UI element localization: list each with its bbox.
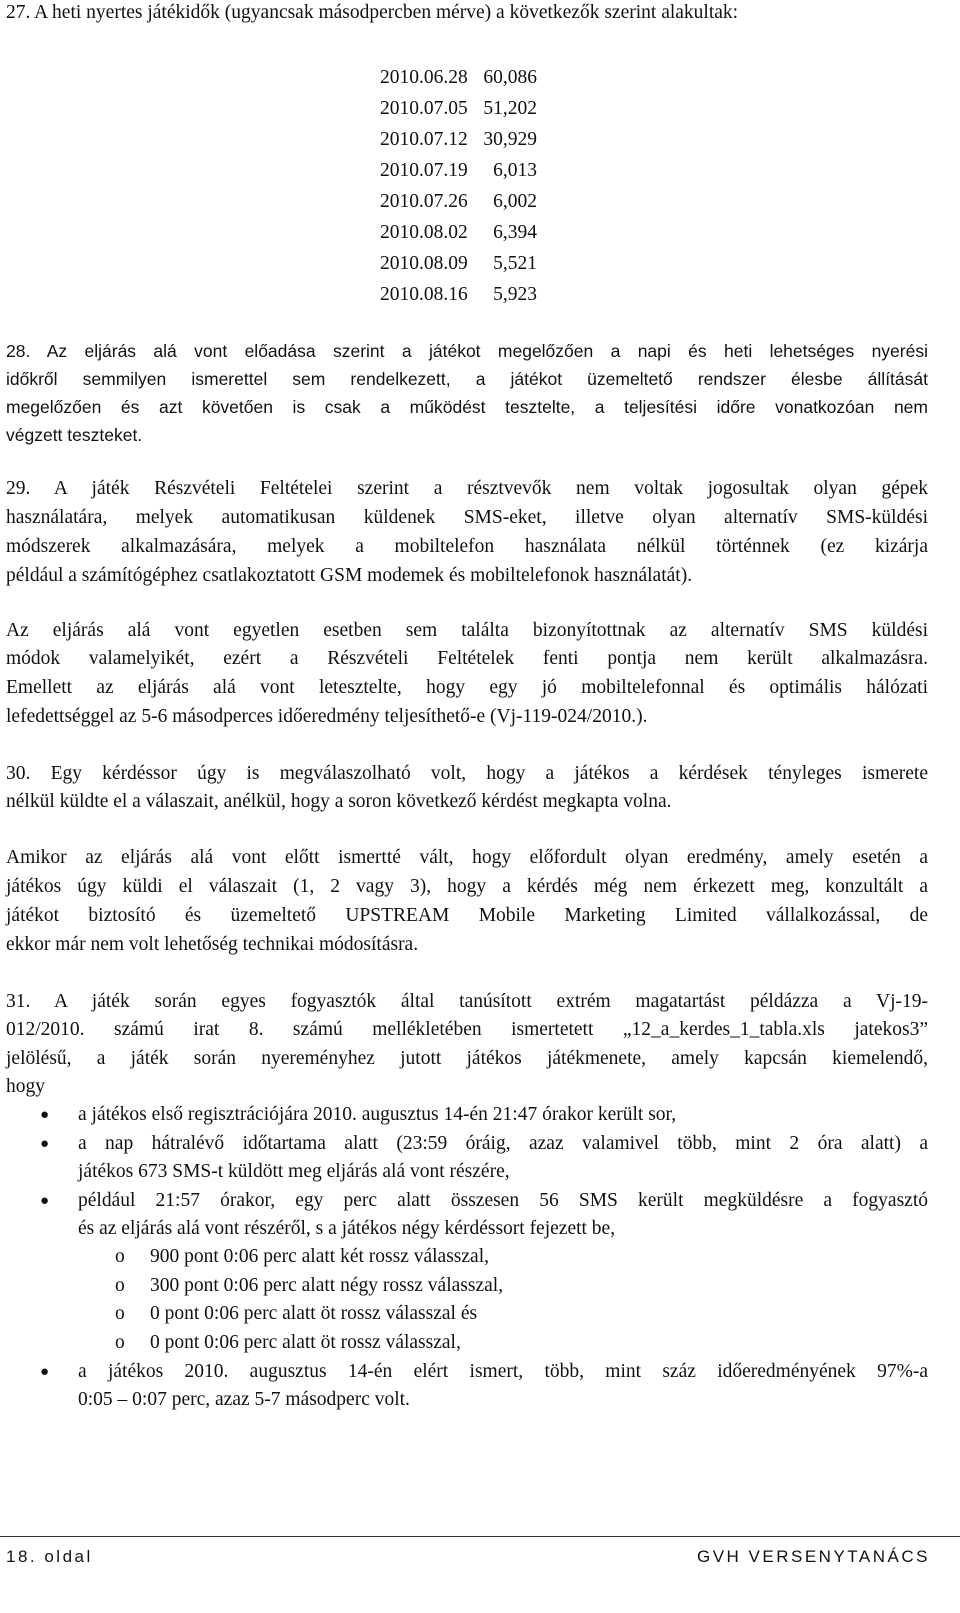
para-30-line: 30. Egy kérdéssor úgy is megválaszolható volt, hogy a játékos a kérdések tényleges ismerete [6, 763, 928, 784]
times-row [380, 248, 537, 279]
para-31-line: 012/2010. számú irat 8. számú mellékletében ismertetett „12_a_kerdes_1_tabla.xls jatekos3” [6, 1019, 928, 1040]
times-table [380, 62, 537, 310]
times-date: 2010.07.19 [380, 160, 468, 181]
times-value: 6,002 [493, 191, 537, 212]
sub-item: 900 pont 0:06 perc alatt két rossz válasszal, [150, 1246, 489, 1267]
times-row [380, 217, 537, 248]
times-date: 2010.07.05 [380, 98, 468, 119]
times-value: 30,929 [483, 129, 537, 150]
bullet-item-line: játékos 673 SMS-t küldött meg eljárás alá vont részére, [78, 1161, 510, 1182]
para-29b-line: módok valamelyikét, ezért a Részvételi Feltételek fenti pontja nem került alkalmazásra. [6, 648, 928, 669]
footer-org: GVH VERSENYTANÁCS [696, 1547, 930, 1566]
times-value: 51,202 [483, 98, 537, 119]
times-date: 2010.07.26 [380, 191, 468, 212]
times-date: 2010.07.12 [380, 129, 468, 150]
para-30b-line: játékos úgy küldi el válaszait (1, 2 vagy 3), hogy a kérdés még nem érkezett meg, konzultált a [6, 876, 928, 897]
times-date: 2010.08.09 [380, 253, 468, 274]
times-row [380, 62, 537, 93]
bullet-icon: ● [40, 1107, 50, 1123]
footer-divider [0, 1536, 960, 1537]
times-value: 5,923 [493, 284, 537, 305]
times-date: 2010.08.02 [380, 222, 468, 243]
bullet-icon: ● [40, 1136, 50, 1152]
para-31-line: hogy [6, 1076, 45, 1097]
para-30b-line: Amikor az eljárás alá vont előtt ismertté vált, hogy előfordult olyan eredmény, amely esetén a [6, 847, 928, 868]
times-value: 6,394 [493, 222, 537, 243]
para-31-line: jelölésű, a játék során nyereményhez jutott játékos játékmenete, amely kapcsán kiemelendő, [6, 1048, 928, 1069]
para-31-line: 31. A játék során egyes fogyasztók által tanúsított extrém magatartást példázza a Vj-19- [6, 991, 928, 1012]
footer-page-number: 18. oldal [6, 1547, 93, 1566]
times-row [380, 124, 537, 155]
sub-bullet-icon: o [115, 1275, 125, 1296]
sub-item: 0 pont 0:06 perc alatt öt rossz válasszal, [150, 1332, 461, 1353]
bullet-item-line: a játékos első regisztrációjára 2010. augusztus 14-én 21:47 órakor került sor, [78, 1104, 677, 1125]
bullet-item-line: például 21:57 órakor, egy perc alatt összesen 56 SMS került megküldésre a fogyasztó [78, 1190, 928, 1211]
bullet-icon: ● [40, 1193, 50, 1209]
para-30-line: nélkül küldte el a válaszait, anélkül, hogy a soron következő kérdést megkapta volna. [6, 791, 672, 812]
sub-bullet-icon: o [115, 1246, 125, 1267]
para-28-line: 28. Az eljárás alá vont előadása szerint a játékot megelőzően a napi és heti lehetséges nyerési [6, 341, 928, 361]
times-row [380, 93, 537, 124]
sub-item: 300 pont 0:06 perc alatt négy rossz válasszal, [150, 1275, 504, 1296]
para-29-line: például a számítógéphez csatlakoztatott GSM modemek és mobiltelefonok használatát). [6, 565, 693, 586]
para-30b-line: játékot biztosító és üzemeltető UPSTREAM Mobile Marketing Limited vállalkozással, de [6, 905, 928, 926]
para-29-line: használatára, melyek automatikusan küldenek SMS-eket, illetve olyan alternatív SMS-küldési [6, 507, 928, 528]
para-29b-line: Emellett az eljárás alá vont letesztelte, hogy egy jó mobiltelefonnal és optimális hálózati [6, 677, 928, 698]
times-value: 60,086 [483, 67, 537, 88]
para-29-line: 29. A játék Részvételi Feltételei szerint a résztvevők nem voltak jogosultak olyan gépek [6, 478, 928, 499]
sub-bullet-icon: o [115, 1303, 125, 1324]
bullet-icon: ● [40, 1364, 50, 1380]
times-row [380, 279, 537, 310]
bullet-item-line: a játékos 2010. augusztus 14-én elért ismert, több, mint száz időeredményének 97%-a [78, 1361, 928, 1382]
times-value: 5,521 [493, 253, 537, 274]
times-date: 2010.08.16 [380, 284, 468, 305]
bullet-item-line: és az eljárás alá vont részéről, s a játékos négy kérdéssort fejezett be, [78, 1218, 616, 1239]
para-29-line: módszerek alkalmazására, melyek a mobiltelefon használata nélkül történnek (ez kizárja [6, 536, 928, 557]
times-row [380, 186, 537, 217]
para-28-line: időkről semmilyen ismerettel sem rendelkezett, a játékot üzemeltető rendszer élesbe állítását [6, 369, 928, 389]
bullet-item-line: 0:05 – 0:07 perc, azaz 5-7 másodperc volt. [78, 1389, 410, 1410]
para-29b-line: lefedettséggel az 5-6 másodperces időeredmény teljesíthető-e (Vj-119-024/2010.). [6, 706, 648, 727]
times-date: 2010.06.28 [380, 67, 468, 88]
times-row [380, 155, 537, 186]
times-value: 6,013 [493, 160, 537, 181]
sub-bullet-icon: o [115, 1332, 125, 1353]
para-28-line: végzett teszteket. [6, 425, 143, 445]
bullet-item-line: a nap hátralévő időtartama alatt (23:59 óráig, azaz valamivel több, mint 2 óra alatt) a [78, 1133, 928, 1154]
para-29b-line: Az eljárás alá vont egyetlen esetben sem találta bizonyítottnak az alternatív SMS küldési [6, 620, 928, 641]
para-30b-line: ekkor már nem volt lehetőség technikai módosításra. [6, 934, 419, 955]
sub-item: 0 pont 0:06 perc alatt öt rossz válasszal és [150, 1303, 478, 1324]
heading-27: 27. A heti nyertes játékidők (ugyancsak másodpercben mérve) a következők szerint alakultak: [6, 2, 739, 23]
para-28-line: megelőzően és azt követően is csak a működést tesztelte, a teljesítési időre vonatkozóan nem [6, 397, 928, 417]
